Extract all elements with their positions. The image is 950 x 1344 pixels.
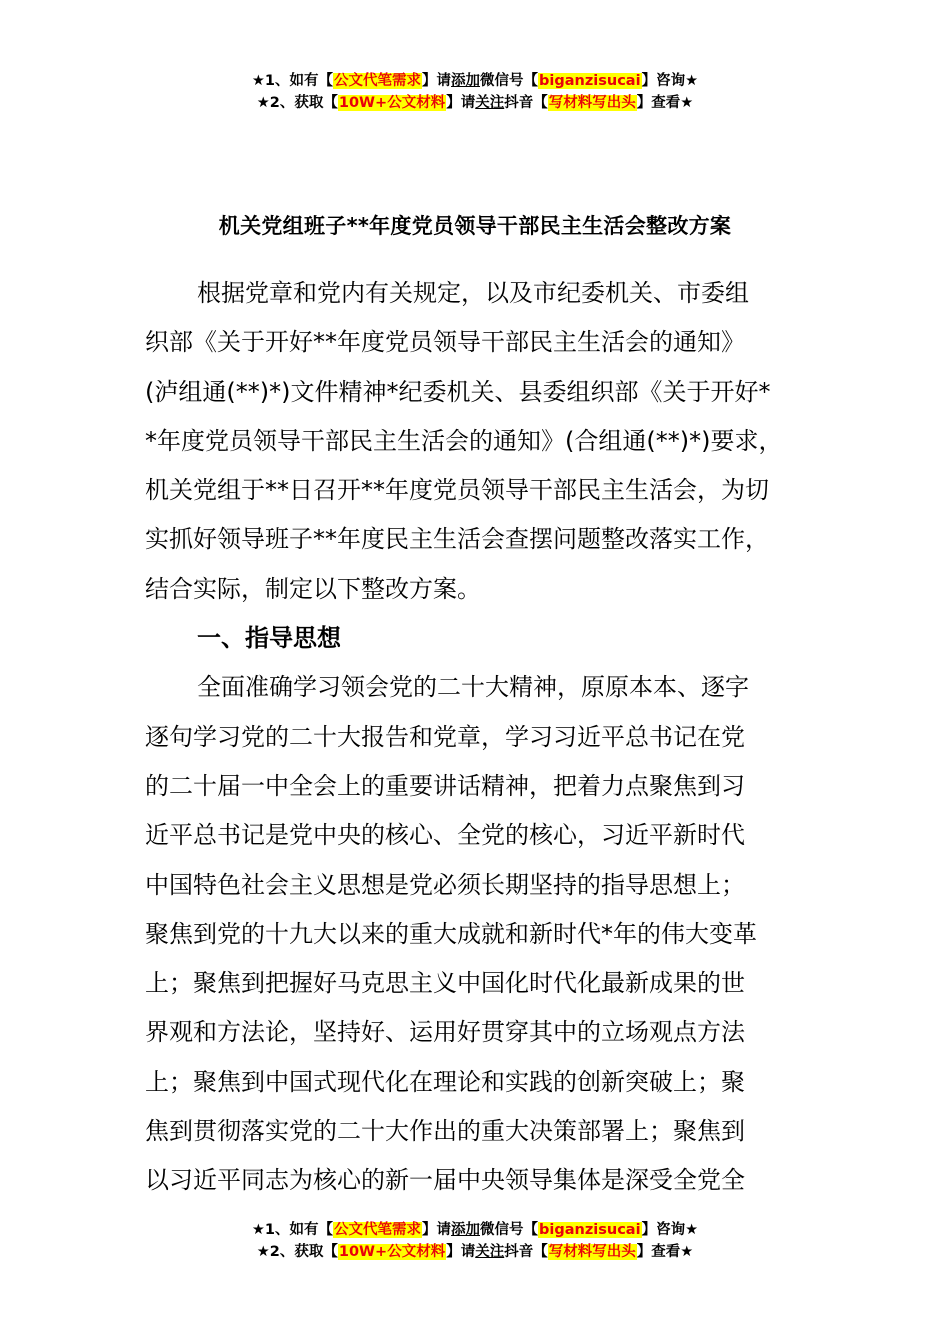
banner-line-1 (0, 1219, 950, 1241)
text-line: 焦到贯彻落实党的二十大作出的重大决策部署上；聚焦到 (145, 1117, 745, 1146)
banner-highlight: biganzisucai (539, 73, 641, 89)
text-line: 结合实际，制定以下整改方案。 (145, 574, 481, 603)
text-line: 近平总书记是党中央的核心、全党的核心，习近平新时代 (145, 821, 745, 850)
banner-highlight: 10W+公文材料 (338, 1244, 446, 1260)
banner-text: 】请 (422, 73, 452, 89)
banner-highlight: 写材料写出头 (548, 1244, 636, 1260)
banner-text: 】请 (446, 1244, 476, 1260)
banner-text: ★2、获取【 (256, 1244, 338, 1260)
header-banner (0, 70, 950, 114)
text-line: 的二十届一中全会上的重要讲话精神，把着力点聚焦到习 (145, 771, 745, 800)
text-line: 上；聚焦到中国式现代化在理论和实践的创新突破上；聚 (145, 1067, 745, 1096)
banner-text: 】咨询★ (641, 1222, 699, 1238)
text-line: 织部《关于开好**年度党员领导干部民主生活会的通知》 (145, 328, 745, 357)
banner-underline: 关注 (475, 1244, 505, 1260)
banner-text: 】咨询★ (641, 73, 699, 89)
banner-highlight: 公文代笔需求 (334, 73, 422, 89)
banner-text: ★1、如有【 (251, 73, 334, 89)
banner-text: 抖音【 (504, 95, 548, 111)
text-line: 界观和方法论，坚持好、运用好贯穿其中的立场观点方法 (145, 1018, 745, 1047)
banner-text: 】请 (422, 1222, 452, 1238)
text-line: 上；聚焦到把握好马克思主义中国化时代化最新成果的世 (145, 969, 745, 998)
banner-highlight: 写材料写出头 (548, 95, 636, 111)
document-body (145, 269, 813, 1206)
text-line: 以习近平同志为核心的新一届中央领导集体是深受全党全 (145, 1166, 745, 1195)
banner-text: 】查看★ (636, 1244, 694, 1260)
text-line: 机关党组于**日召开**年度党员领导干部民主生活会，为切 (145, 476, 769, 505)
banner-text: 】请 (446, 95, 476, 111)
banner-highlight: 10W+公文材料 (338, 95, 446, 111)
text-line: *年度党员领导干部民主生活会的通知》(合组通(**)*)要求， (145, 426, 783, 455)
document-title: 机关党组班子**年度党员领导干部民主生活会整改方案 (218, 214, 732, 238)
text-line: 聚焦到党的十九大以来的重大成就和新时代*年的伟大变革 (145, 919, 757, 948)
banner-text: 微信号【 (480, 73, 539, 89)
banner-underline: 添加 (451, 73, 481, 89)
footer-banner (0, 1219, 950, 1263)
banner-line-1 (0, 70, 950, 92)
banner-line-2 (0, 1241, 950, 1263)
text-line: 实抓好领导班子**年度民主生活会查摆问题整改落实工作， (145, 525, 769, 554)
text-line: 全面准确学习领会党的二十大精神，原原本本、逐字 (197, 673, 749, 702)
banner-text: ★1、如有【 (251, 1222, 334, 1238)
banner-text: 抖音【 (504, 1244, 548, 1260)
text-line: 逐句学习党的二十大报告和党章，学习习近平总书记在党 (145, 722, 745, 751)
text-line: 根据党章和党内有关规定，以及市纪委机关、市委组 (197, 279, 749, 307)
text-line: (泸组通(**)*)文件精神*纪委机关、县委组织部《关于开好* (145, 377, 771, 406)
banner-underline: 关注 (475, 95, 505, 111)
banner-text: 】查看★ (636, 95, 694, 111)
banner-text: ★2、获取【 (256, 95, 338, 111)
banner-highlight: biganzisucai (539, 1222, 641, 1238)
section-heading: 一、指导思想 (197, 624, 341, 653)
banner-line-2 (0, 92, 950, 114)
banner-text: 微信号【 (480, 1222, 539, 1238)
banner-highlight: 公文代笔需求 (334, 1222, 422, 1238)
text-line: 中国特色社会主义思想是党必须长期坚持的指导思想上； (145, 870, 745, 899)
banner-underline: 添加 (451, 1222, 481, 1238)
